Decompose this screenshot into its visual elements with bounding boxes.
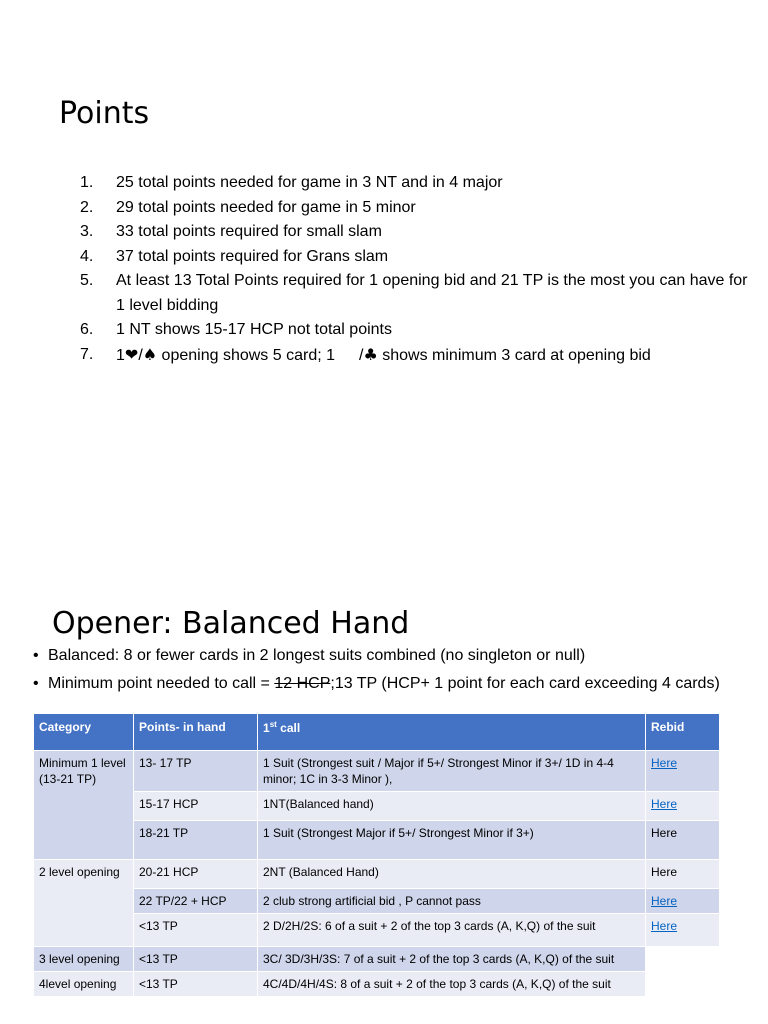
list-item <box>80 318 750 343</box>
list-text <box>48 674 733 694</box>
rebid-cell <box>646 751 720 792</box>
list-item <box>80 245 750 270</box>
points-list <box>80 171 750 368</box>
table-row <box>34 972 720 997</box>
table-header-row <box>34 714 720 751</box>
list-item <box>80 171 750 196</box>
bullet-icon: • <box>33 675 39 692</box>
points-cell: 20-21 HCP <box>134 860 258 889</box>
category-cell: Minimum 1 level (13-21 TP) <box>34 751 134 860</box>
rebid-link[interactable]: Here <box>651 756 678 770</box>
header-call-text: call <box>276 721 301 735</box>
points-title: Points <box>59 96 150 131</box>
list-text-part: opening shows 5 card; 1 <box>157 346 335 364</box>
table-row <box>34 860 720 889</box>
list-text: 29 total points needed for game in 5 minor <box>116 198 416 216</box>
points-cell: 22 TP/22 + HCP <box>134 889 258 914</box>
call-cell: 1NT(Balanced hand) <box>258 792 646 821</box>
opening-bids-table <box>33 713 720 997</box>
list-text: At least 13 Total Points required for 1 opening bid and 21 TP is the most you can have for 1 level bidding <box>116 272 748 314</box>
list-item <box>80 196 750 221</box>
header-rebid: Rebid <box>646 714 720 751</box>
header-call-num: 1 <box>263 721 270 735</box>
points-cell: 13- 17 TP <box>134 751 258 792</box>
rebid-empty-cell <box>646 947 720 997</box>
call-cell: 1 Suit (Strongest suit / Major if 5+/ Strongest Minor if 3+/ 1D in 4-4 minor; 1C in 3-3 Minor ), <box>258 751 646 792</box>
list-text: 1 NT shows 15-17 HCP not total points <box>116 321 392 338</box>
list-text: 33 total points required for small slam <box>116 223 382 240</box>
text-part: Minimum point needed to call = <box>48 675 275 692</box>
list-item <box>80 343 750 369</box>
list-text: 37 total points required for Grans slam <box>116 247 389 265</box>
list-text-part: shows minimum 3 card at opening bid <box>377 346 651 364</box>
points-cell: <13 TP <box>134 914 258 947</box>
category-cell: 2 level opening <box>34 860 134 947</box>
rebid-link[interactable]: Here <box>651 919 678 933</box>
list-item <box>80 269 750 318</box>
list-number: 7. <box>80 345 94 363</box>
points-cell: <13 TP <box>134 972 258 997</box>
rebid-cell <box>646 792 720 821</box>
call-cell: 4C/4D/4H/4S: 8 of a suit + 2 of the top 3 cards (A, K,Q) of the suit <box>258 972 646 997</box>
call-cell: 2 D/2H/2S: 6 of a suit + 2 of the top 3 cards (A, K,Q) of the suit <box>258 914 646 947</box>
table-row <box>34 947 720 972</box>
header-call <box>258 714 646 751</box>
list-item <box>80 220 750 245</box>
header-call-sup: st <box>269 720 277 729</box>
list-number: 5. <box>80 272 94 289</box>
list-number: 1. <box>80 174 94 191</box>
struck-text: 12 HCP <box>274 675 331 692</box>
rebid-text: Here <box>646 860 720 889</box>
spade-icon: ♠ <box>142 344 158 364</box>
call-cell: 2 club strong artificial bid , P cannot pass <box>258 889 646 914</box>
header-points: Points- in hand <box>134 714 258 751</box>
list-number: 4. <box>80 247 94 265</box>
call-cell: 1 Suit (Strongest Major if 5+/ Strongest Minor if 3+) <box>258 821 646 860</box>
rebid-cell <box>646 914 720 947</box>
bid-level: 1 <box>116 346 125 364</box>
call-cell: 3C/ 3D/3H/3S: 7 of a suit + 2 of the top 3 cards (A, K,Q) of the suit <box>258 947 646 972</box>
category-cell: 3 level opening <box>34 947 134 972</box>
table-row <box>34 792 720 821</box>
call-cell: 2NT (Balanced Hand) <box>258 860 646 889</box>
slash: / <box>138 346 143 364</box>
rebid-link[interactable]: Here <box>651 894 678 908</box>
category-cell: 4level opening <box>34 972 134 997</box>
list-number: 3. <box>80 223 94 240</box>
rebid-text: Here <box>646 821 720 860</box>
points-cell: 15-17 HCP <box>134 792 258 821</box>
heart-icon: ❤ <box>124 344 139 364</box>
balanced-hand-title: Opener: Balanced Hand <box>52 606 410 641</box>
text-part: ;13 TP (HCP+ 1 point for each card exceeding 4 cards) <box>330 675 720 692</box>
list-number: 6. <box>80 321 94 338</box>
table-row <box>34 889 720 914</box>
list-item <box>33 646 733 666</box>
list-text: Balanced: 8 or fewer cards in 2 longest suits combined (no singleton or null) <box>48 647 586 664</box>
table-row <box>34 821 720 860</box>
club-icon: ♣ <box>363 344 378 364</box>
list-text <box>116 343 750 369</box>
list-number: 2. <box>80 198 94 216</box>
table-row <box>34 914 720 947</box>
points-cell: 18-21 TP <box>134 821 258 860</box>
table-row <box>34 751 720 792</box>
list-item <box>33 674 733 694</box>
list-text: 25 total points needed for game in 3 NT and in 4 major <box>116 174 503 191</box>
slash: / <box>359 346 364 364</box>
bullet-list <box>33 646 733 702</box>
rebid-link[interactable]: Here <box>651 797 678 811</box>
points-cell: <13 TP <box>134 947 258 972</box>
bullet-icon: • <box>33 647 39 664</box>
rebid-cell <box>646 889 720 914</box>
header-category: Category <box>34 714 134 751</box>
